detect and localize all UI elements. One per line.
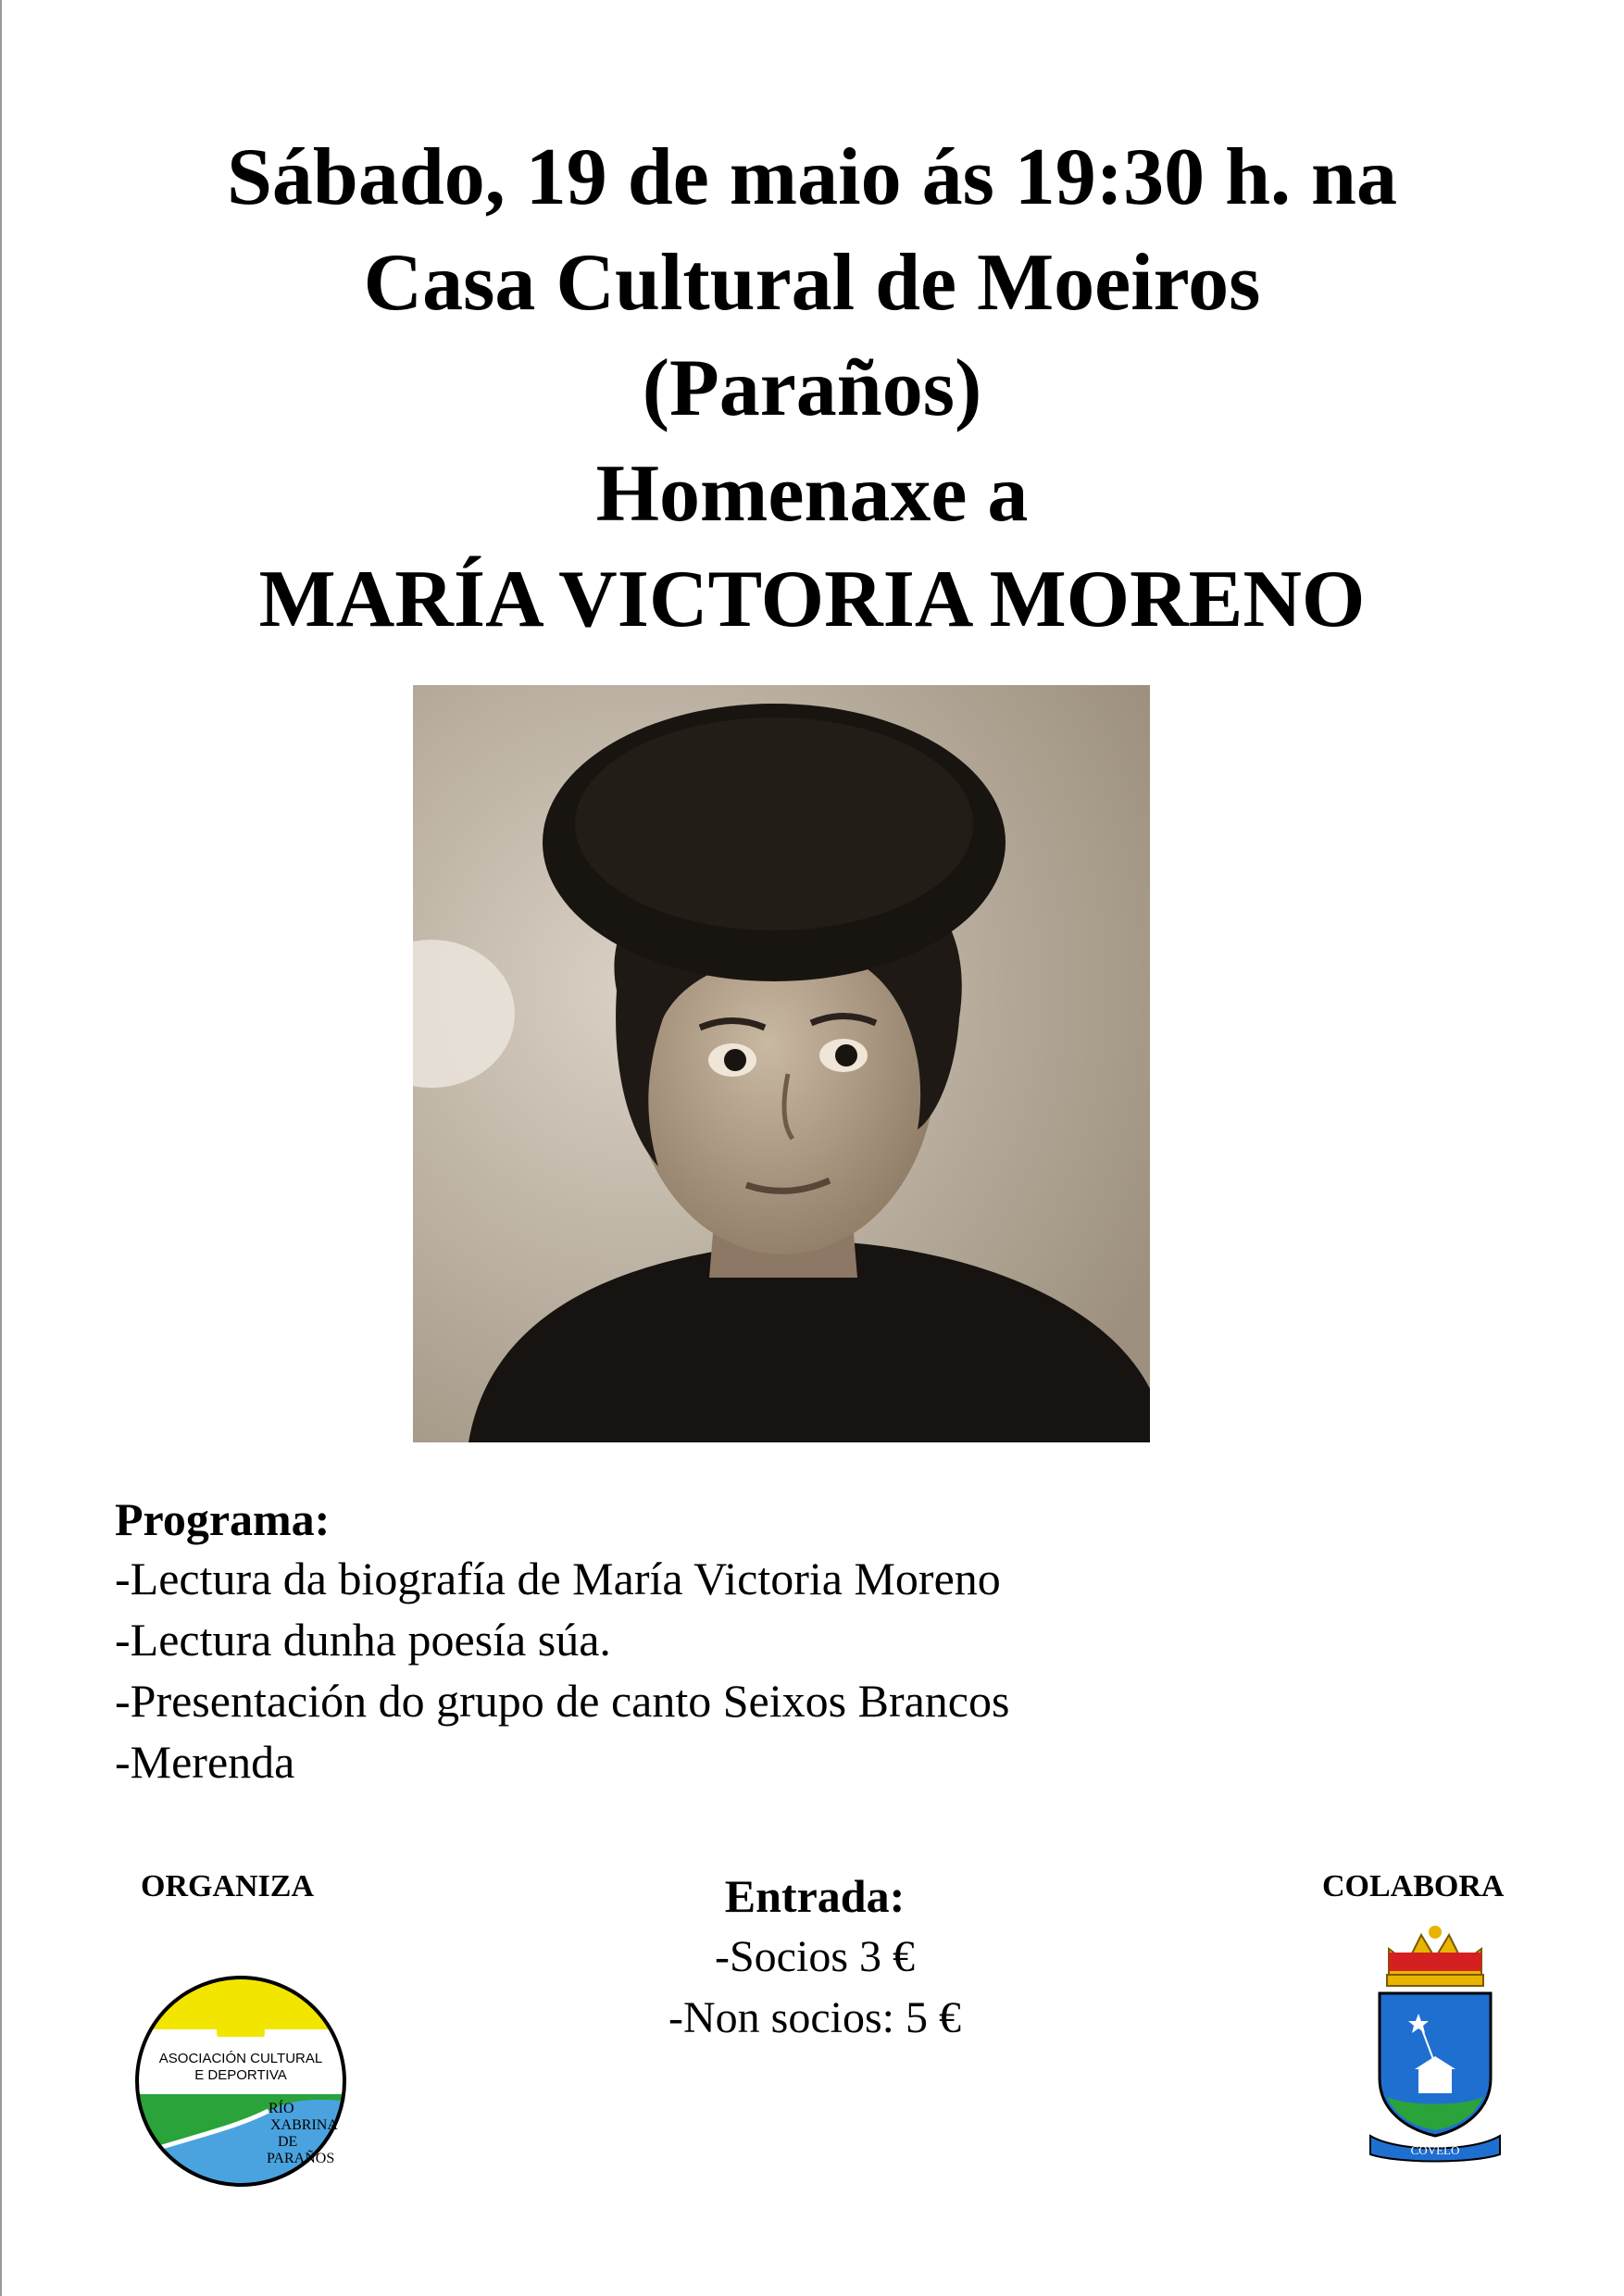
colabora-label: COLABORA <box>1322 1869 1505 1903</box>
admission-item: -Non socios: 5 € <box>668 1993 961 2042</box>
logo-text: DE <box>278 2134 298 2150</box>
program-item: -Lectura da biografía de María Victoria Moreno <box>115 1553 1001 1604</box>
headline-venue: Casa Cultural de Moeiros <box>363 238 1261 328</box>
logo-text: ASOCIACIÓN CULTURAL <box>158 2051 323 2066</box>
organiza-label: ORGANIZA <box>141 1869 315 1903</box>
portrait-photo <box>413 685 1150 1442</box>
logo-text: E DEPORTIVA <box>194 2067 287 2083</box>
program-item: -Merenda <box>115 1736 295 1788</box>
headline-honoree: MARÍA VICTORIA MORENO <box>258 555 1366 644</box>
headline-location: (Paraños) <box>642 343 982 433</box>
portrait-photo-icon <box>413 685 1150 1442</box>
program-item: -Lectura dunha poesía súa. <box>115 1614 611 1666</box>
admission-item: -Socios 3 € <box>715 1932 915 1981</box>
event-headline <box>0 125 1624 653</box>
headline-tribute: Homenaxe a <box>595 449 1029 539</box>
banner-text: COVELO <box>1410 2143 1460 2157</box>
program-item: -Presentación do grupo de canto Seixos Brancos <box>115 1675 1010 1727</box>
association-logo-icon <box>130 1972 352 2190</box>
program-heading: Programa: <box>115 1493 331 1545</box>
logo-text: XABRINA <box>270 2117 338 2133</box>
covelo-coat-of-arms-icon <box>1361 1921 1509 2164</box>
headline-date-time: Sábado, 19 de maio ás 19:30 h. na <box>226 132 1397 222</box>
logo-text: RÍO <box>269 2101 294 2116</box>
program-section <box>115 1491 1009 1792</box>
admission-section <box>574 1866 1056 2049</box>
logo-text: PARAÑOS <box>267 2151 335 2166</box>
admission-heading: Entrada: <box>724 1870 906 1922</box>
